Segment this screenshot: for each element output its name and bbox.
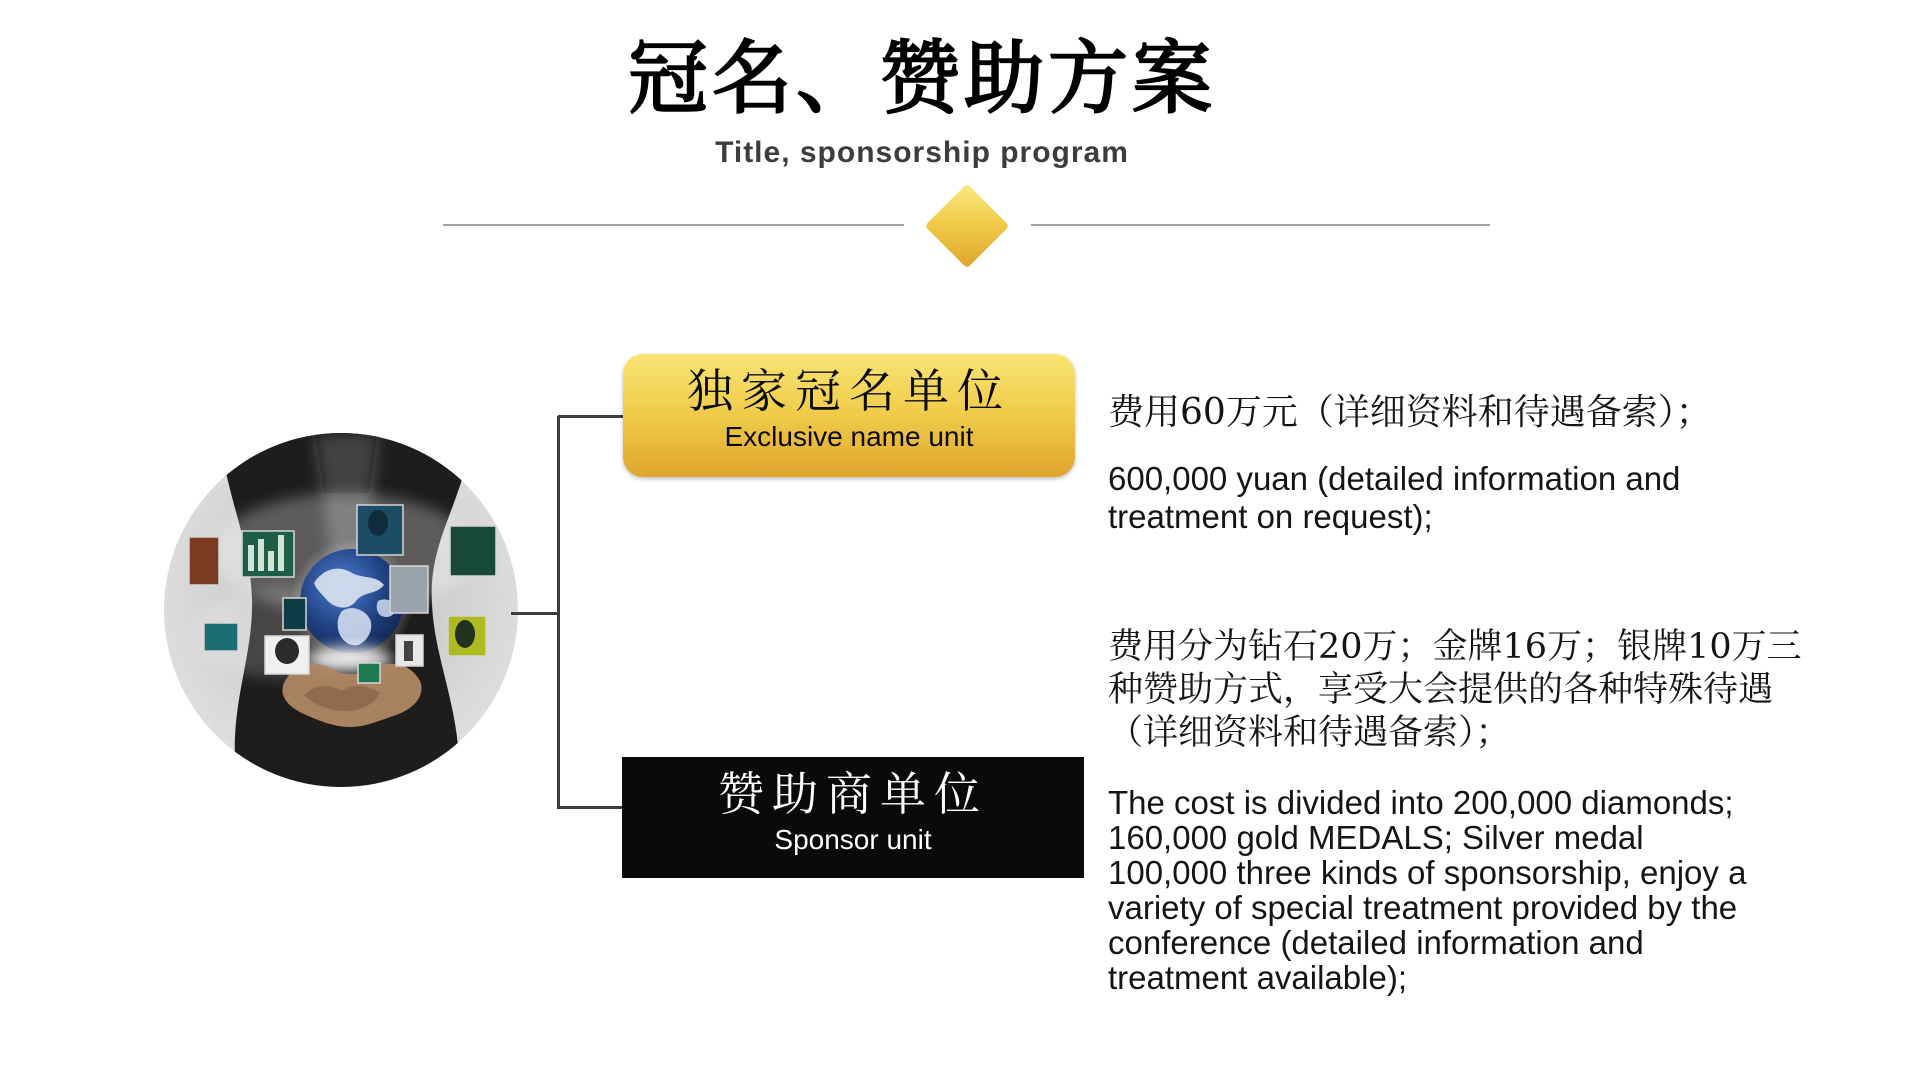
slide-header (0, 26, 1844, 170)
hands-globe-photo (164, 433, 518, 787)
connector-branch-top (558, 415, 625, 418)
node-exclusive-title-en: Exclusive name unit (724, 421, 974, 452)
sponsor-detail-zh: 费用分为钻石20万；金牌16万；银牌10万三种赞助方式，享受大会提供的各种特殊待遇（详细资料和待遇备索）； (1108, 627, 1802, 753)
page-subtitle: Title, sponsorship program (715, 136, 1129, 169)
connector-branch-bottom (558, 806, 625, 809)
node-exclusive-title-zh: 独家冠名单位 (687, 364, 1011, 418)
node-sponsor-unit (622, 757, 1084, 878)
node-sponsor-title-en: Sponsor unit (774, 824, 932, 855)
connector-branch-middle (511, 612, 559, 615)
exclusive-detail-zh: 费用60万元（详细资料和待遇备索）； (1108, 392, 1712, 433)
node-exclusive-name-unit (623, 354, 1075, 477)
sponsor-detail-en: The cost is divided into 200,000 diamonds; 160,000 gold MEDALS; Silver medal 100,000 three kinds of sponsorship, enjoy a variety of special treatment provided by the conference (detailed information and treatment available); (1108, 784, 1747, 996)
diamond-icon (925, 184, 1010, 269)
page-title: 冠名、赞助方案 (628, 31, 1216, 125)
node-sponsor-title-zh: 赞助商单位 (718, 767, 988, 821)
exclusive-detail-en: 600,000 yuan (detailed information and treatment on request); (1108, 460, 1681, 535)
divider-line-left (443, 224, 904, 226)
divider-line-right (1031, 224, 1490, 226)
